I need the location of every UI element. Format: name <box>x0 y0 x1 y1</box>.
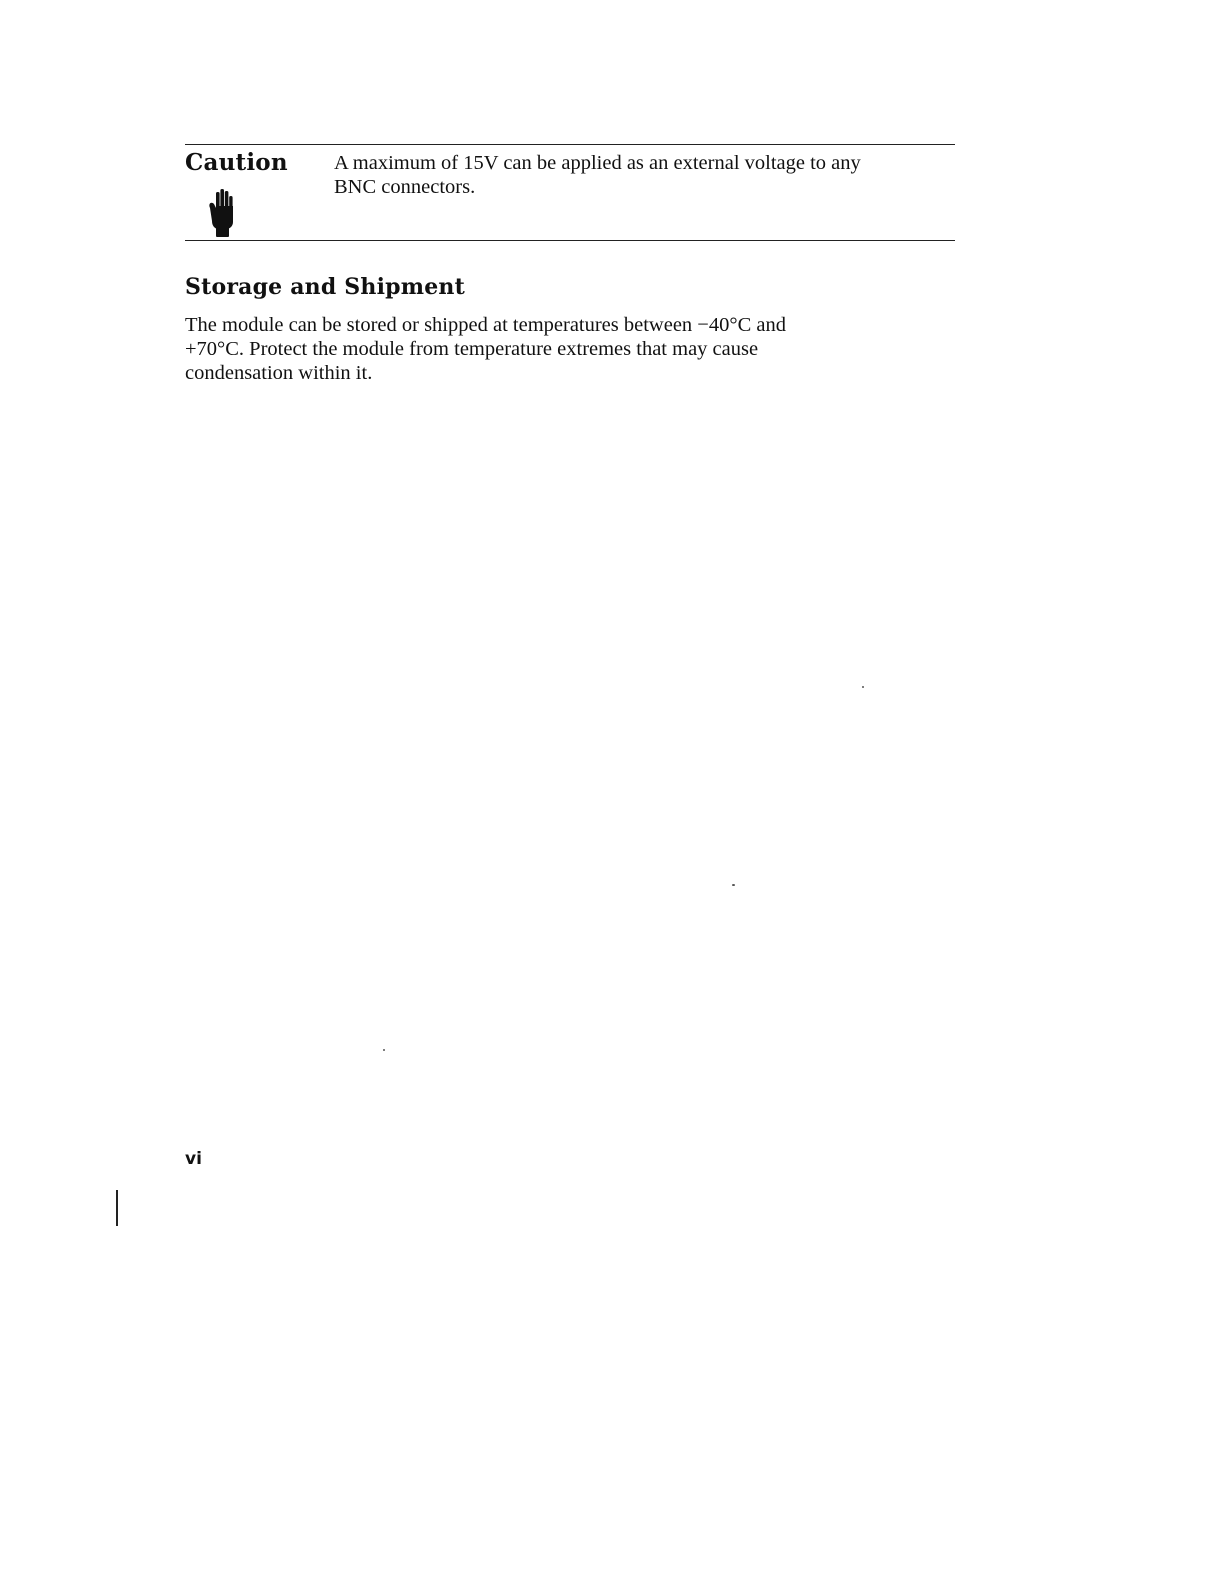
scan-speck <box>383 1049 385 1051</box>
caution-notice <box>185 144 955 241</box>
paragraph-line: condensation within it. <box>185 362 373 384</box>
paragraph-line: The module can be stored or shipped at temperatures between −40°C and <box>185 314 786 336</box>
caution-label: Caution <box>185 149 288 176</box>
paragraph-line: +70°C. Protect the module from temperature extremes that may cause <box>185 338 759 360</box>
change-bar <box>116 1190 118 1226</box>
section-paragraph <box>185 313 945 385</box>
caution-hand-icon <box>207 188 237 238</box>
section-heading: Storage and Shipment <box>185 274 465 300</box>
scan-speck <box>732 884 735 886</box>
caution-line: BNC connectors. <box>334 176 476 198</box>
scan-speck <box>862 686 864 688</box>
caution-line: A maximum of 15V can be applied as an external voltage to any <box>334 152 861 174</box>
page-number: vi <box>185 1149 202 1169</box>
caution-message <box>334 151 954 199</box>
